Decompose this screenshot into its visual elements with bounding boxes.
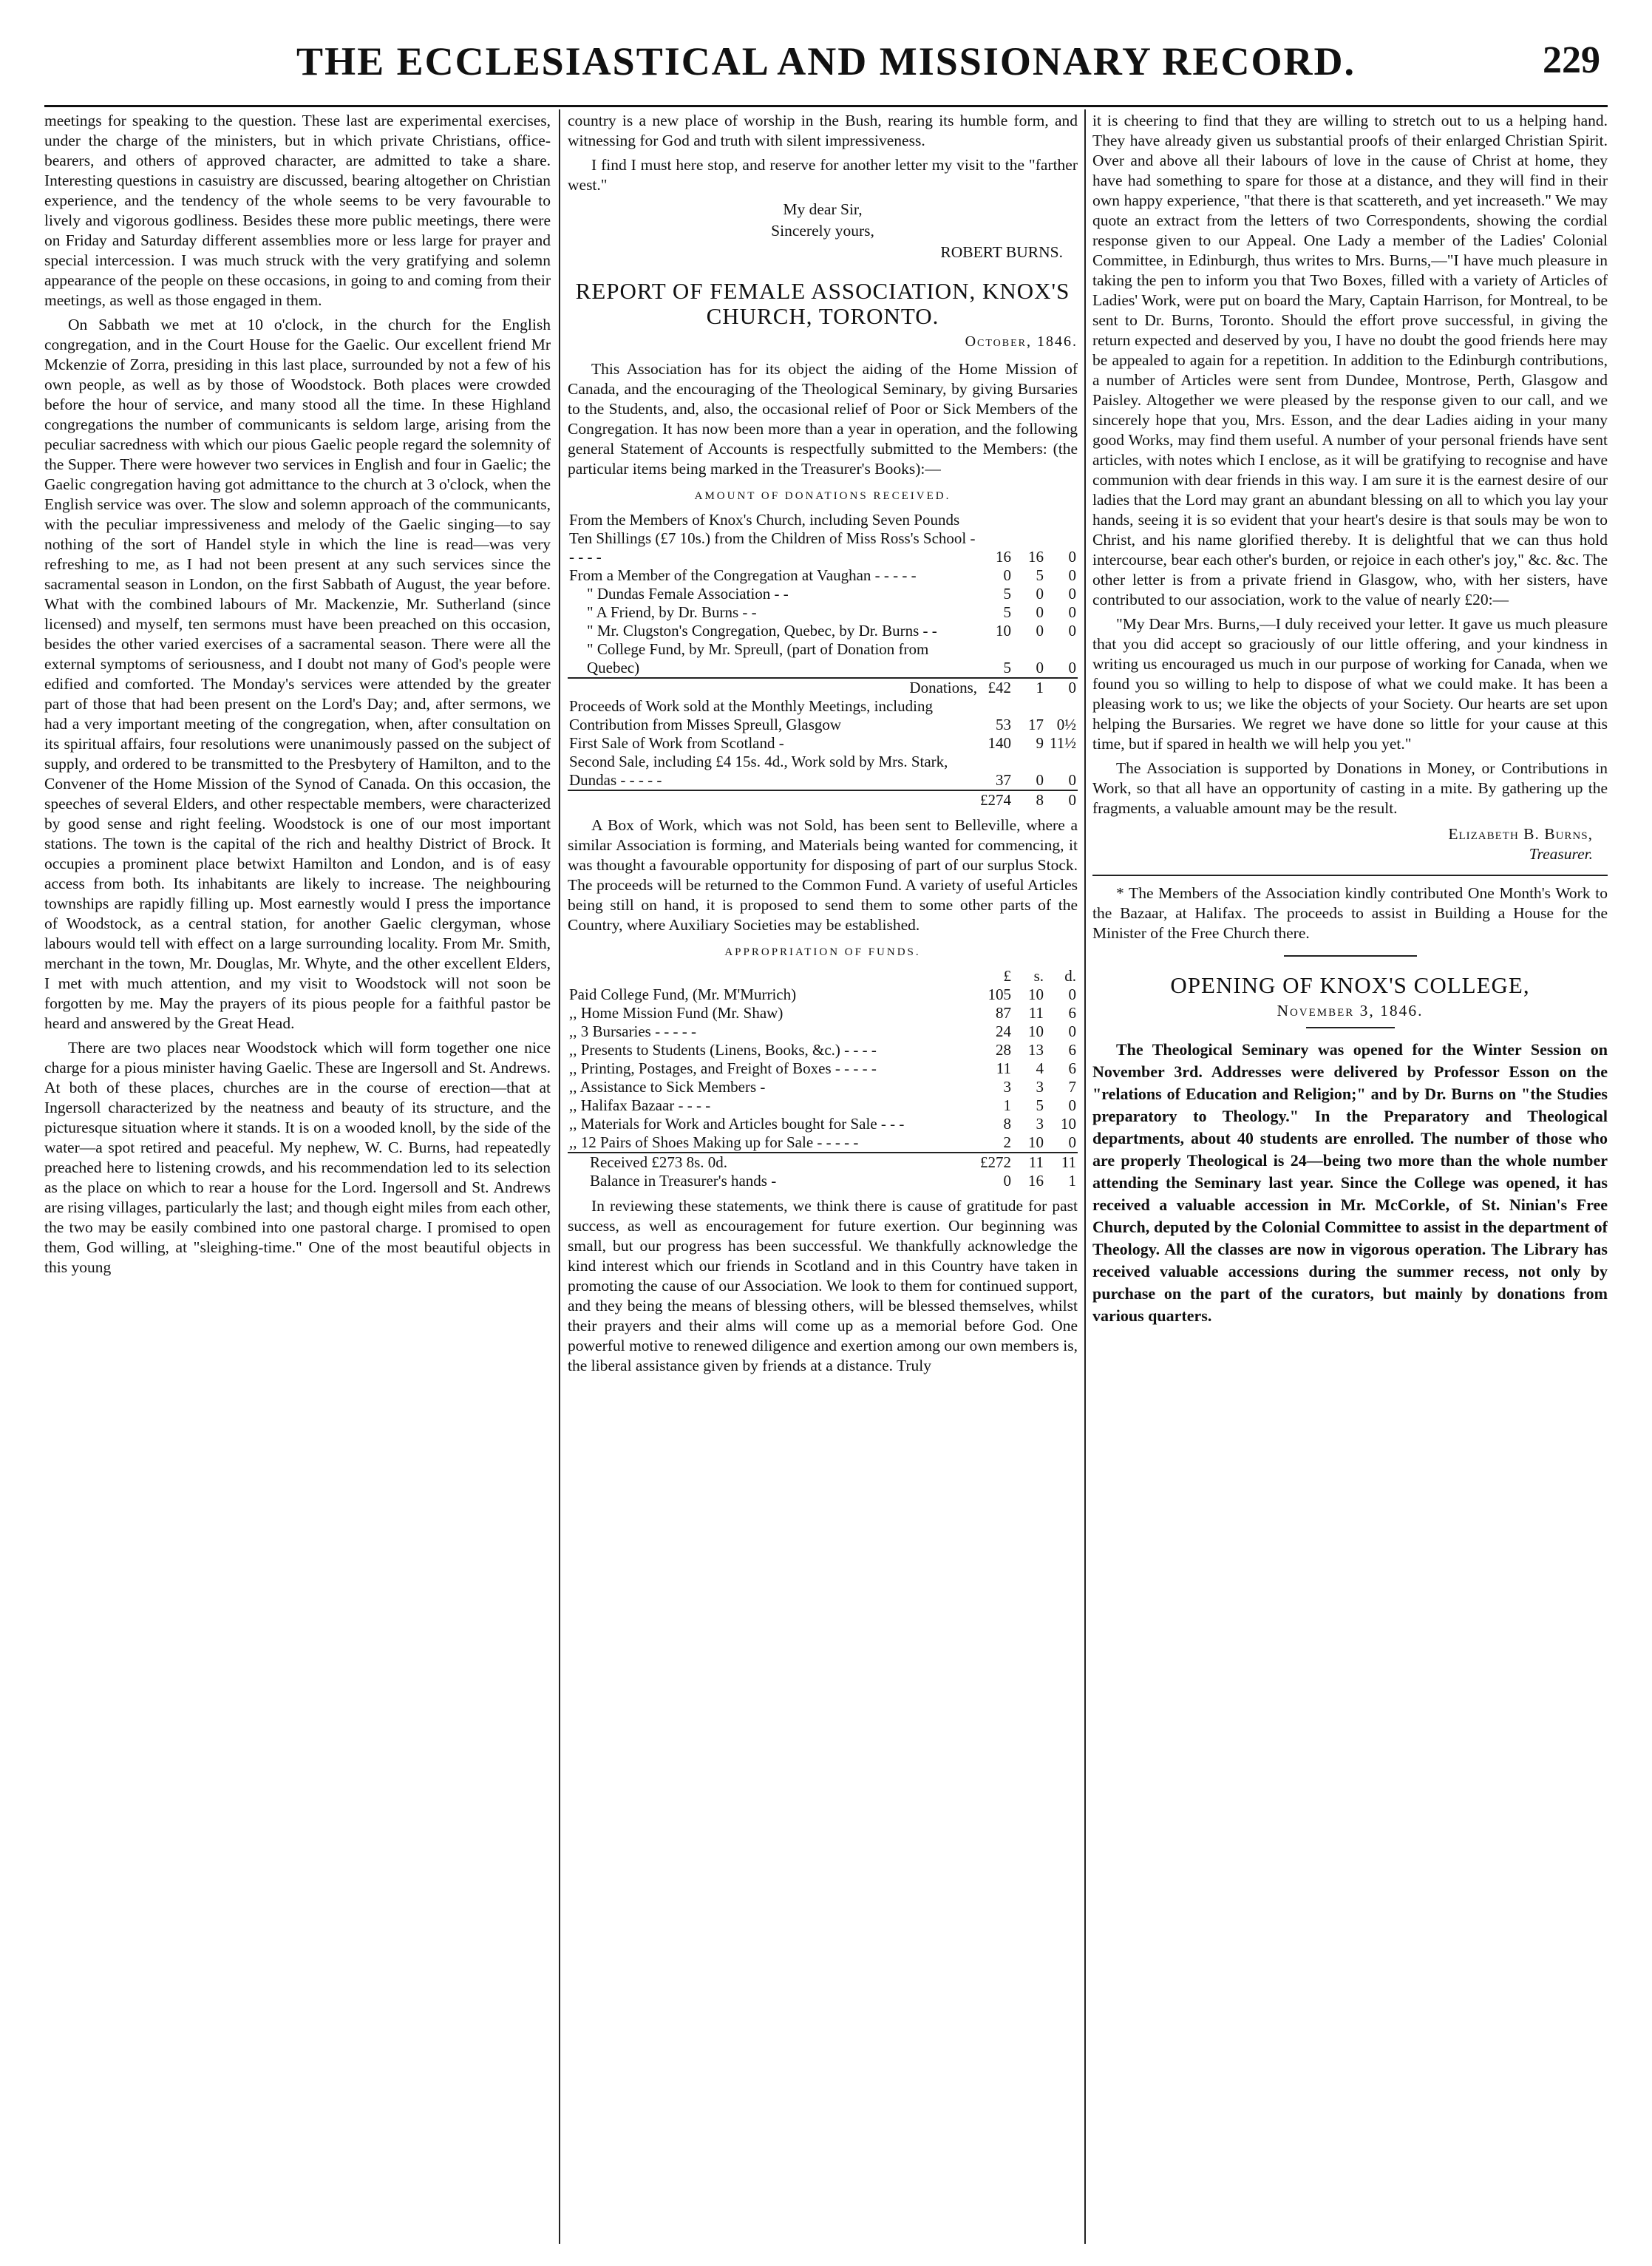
shillings-cell: 0: [1036, 622, 1044, 640]
shillings-cell: 0: [1036, 603, 1044, 621]
paragraph: it is cheering to find that they are willing to stretch out to us a helping hand. They have already given us substantial proofs of their enlarged Christian Spirit. Over and above all their labours of love in the cause of Christ at home, they have had something to spare for those at a distance, and they will find in their own happy experience, "that there is that scattereth, and yet increaseth." We may quote an extract from the letters of two Correspondents, showing the cordial response given to our Appeal. One Lady a member of the Ladies' Colonial Committee, in Edinburgh, thus writes to Mrs. Burns,—"I have much pleasure in taking the pen to inform you that Two Boxes, filled with a variety of Articles of Ladies' Work, were put on board the Mary, Captain Harrison, for Montreal, to be sent to Dr. Burns, Toronto. Should the effort prove successful, in giving the return expected and deserved by you, I have no doubt the good friends here may be appealed to again for a repetition. In addition to the Edinburgh contributions, a number of Articles were sent from Dundee, Montrose, Perth, Glasgow and Paisley. Altogether we were pleased by the response given to our call, and we sincerely hope that you, Mrs. Esson, and the dear Ladies aiding in your many good Works, may find them useful. A number of your personal friends have sent articles, with notes which I enclose, as it will be gratifying to recognise and have communion with dear friends in this way. I am sure it is the earnest desire of our ladies that the Lord may grant an abundant blessing on all to which you lay your hands, seeing it is so evident that your heart's desire is that souls may be won to Christ, and his name glorified thereby. It is delightful that we can thus hold intercourse, bear each other's burden, or rejoice in each other's joy," &c. &c. The other letter is from a private friend in Glasgow, who, with her sisters, have contributed to our association, work to the value of nearly £20:—: [1092, 112, 1608, 608]
shillings-cell: 0: [1036, 771, 1044, 789]
grand-total-row: [568, 790, 1078, 810]
pounds-cell: 10: [996, 622, 1011, 640]
pence-cell: 0: [1068, 566, 1076, 584]
pence-cell: 0: [1068, 1133, 1076, 1151]
pounds-cell: £272: [980, 1153, 1011, 1171]
shillings-cell: 11: [1028, 1004, 1044, 1022]
pence-cell: 0: [1068, 986, 1076, 1003]
column-middle: [568, 111, 1078, 2244]
report-intro: This Association has for its object the aiding of the Home Mission of Canada, and the encouraging of the Theological Seminary, by giving Bursaries to the Students, and, also, the occasional relief of Poor or Sick Members of the Congregation. It has now been more than a year in operation, and the following general Statement of Accounts is respectfully submitted to the Members: (the particular items being marked in the Treasurer's Books):—: [568, 360, 1078, 478]
pence-cell: 0: [1068, 1022, 1076, 1040]
pounds-cell: 37: [996, 771, 1011, 789]
table-row: [568, 585, 1078, 603]
table-row: [568, 1133, 1078, 1153]
table-row: [568, 753, 1078, 790]
shillings-cell: 0: [1036, 659, 1044, 676]
pounds-cell: £42: [979, 678, 1013, 697]
shillings-cell: 10: [1028, 1133, 1044, 1151]
pounds-cell: 140: [988, 734, 1011, 752]
appropriation-heading: APPROPRIATION OF FUNDS.: [724, 946, 921, 958]
shillings-cell: 4: [1036, 1059, 1044, 1077]
table-cell: From a Member of the Congregation at Vaughan - - - - -: [569, 566, 917, 584]
table-cell: Second Sale, including £4 15s. 4d., Work sold by Mrs. Stark, Dundas - - - - -: [569, 753, 948, 789]
table-cell: Received £273 8s. 0d.: [568, 1153, 979, 1172]
table-cell: First Sale of Work from Scotland -: [569, 734, 784, 752]
column-header-row: [568, 967, 1078, 986]
paragraph: "My Dear Mrs. Burns,—I duly received your letter. It gave us much pleasure that you did accept so graciously of our little offering, and your kindness in writing us encouraged us much in our purpose of working for Canada, when we found you so willing to help to dispose of what we could make. It has been a pleasing work to us; we like the objects of your Society. Our hearts are set upon helping the Bursaries. We regret we have done so little for your cause at this time, but if spared in health we will help you yet.": [1092, 615, 1608, 753]
pence-cell: 10: [1061, 1115, 1076, 1133]
table-cell: " College Fund, by Mr. Spreull, (part of Donation from Quebec): [587, 640, 929, 676]
pounds-cell: 16: [996, 548, 1011, 566]
shillings-cell: 3: [1036, 1115, 1044, 1133]
table-cell: ,, Materials for Work and Articles bought for Sale - - -: [569, 1115, 905, 1133]
pence-cell: 6: [1068, 1059, 1076, 1077]
table-row: [568, 697, 1078, 734]
pounds-cell: 0: [1003, 1172, 1011, 1190]
salutation: My dear Sir,: [783, 200, 863, 218]
pounds-cell: 24: [996, 1022, 1011, 1040]
table-row: [568, 1059, 1078, 1078]
column-header: £: [1003, 967, 1011, 985]
treasurer-title: Treasurer.: [1529, 845, 1593, 863]
pence-cell: 0: [1068, 622, 1076, 640]
table-row: [568, 1096, 1078, 1115]
pence-cell: 7: [1068, 1078, 1076, 1096]
table-cell: ,, Home Mission Fund (Mr. Shaw): [569, 1004, 783, 1022]
shillings-cell: 1: [1013, 678, 1045, 697]
table-row: [568, 566, 1078, 585]
table-cell: Donations,: [568, 678, 979, 697]
shillings-cell: 10: [1028, 1022, 1044, 1040]
shillings-cell: 11: [1013, 1153, 1045, 1172]
table-cell: ,, Assistance to Sick Members -: [569, 1078, 766, 1096]
pounds-cell: 0: [1003, 566, 1011, 584]
shillings-cell: 17: [1028, 716, 1044, 733]
received-row: [568, 1153, 1078, 1172]
page-header: [44, 22, 1608, 104]
pence-cell: 6: [1068, 1041, 1076, 1059]
pounds-cell: 53: [996, 716, 1011, 733]
table-cell: Proceeds of Work sold at the Monthly Meetings, including Contribution from Misses Spreull, Glasgow: [569, 697, 933, 733]
table-cell: ,, 12 Pairs of Shoes Making up for Sale - - - - -: [569, 1133, 859, 1151]
table-row: [568, 1004, 1078, 1022]
table-row: [568, 603, 1078, 622]
shillings-cell: 0: [1036, 585, 1044, 603]
table-cell: From the Members of Knox's Church, including Seven Pounds Ten Shillings (£7 10s.) from the Children of Miss Ross's School - - - - -: [569, 511, 976, 566]
pence-cell: 0: [1045, 678, 1078, 697]
report-date: October, 1846.: [965, 333, 1078, 350]
table-cell: " A Friend, by Dr. Burns - -: [587, 603, 757, 621]
pounds-cell: 28: [996, 1041, 1011, 1059]
pence-cell: 0½: [1056, 716, 1076, 733]
table-row: [568, 1115, 1078, 1133]
pence-cell: 6: [1068, 1004, 1076, 1022]
pence-cell: 0: [1068, 603, 1076, 621]
report-title: REPORT OF FEMALE ASSOCIATION, KNOX'S CHURCH, TORONTO.: [575, 278, 1070, 329]
pounds-cell: £274: [980, 791, 1011, 809]
pounds-cell: 5: [1003, 659, 1011, 676]
table-row: [568, 1078, 1078, 1096]
pence-cell: 0: [1068, 1096, 1076, 1114]
paragraph: The Theological Seminary was opened for the Winter Session on November 3rd. Addresses were delivered by Professor Esson on the "relations of Education and Religion;" and by Dr. Burns on "the Studies preparatory to Theology." In the Preparatory and Theological departments, about 40 students are enrolled. The number of those who are properly Theological is 24—being two more than the whole number attending the Seminary last year. Since the College was opened, it has received a valuable accession in Mr. McCorkle, of St. Ninian's Free Church, deputed by the Colonial Committee to assist in the department of Theology. All the classes are now in vigorous operation. The Library has received valuable accessions during the summer recess, not only by purchase on the part of the curators, but mainly by donations from various quarters.: [1092, 1040, 1608, 1325]
pounds-cell: 1: [1003, 1096, 1011, 1114]
column-left: [44, 111, 551, 2244]
table-row: [568, 986, 1078, 1004]
paragraph: In reviewing these statements, we think there is cause of gratitude for past success, as well as encouragement for future exertion. Our beginning was small, but our progress has been successful. We thankfully acknowledge the kind interest which our friends in Scotland and in this Country have taken in promoting the cause of our Association. We look to them for continued support, and they being the means of blessing others, will be blessed themselves, whilst their prayers and their alms will come up as a memorial before God. One powerful motive to renewed diligence and exertion among our own members is, the liberal assistance given by friends at a distance. Truly: [568, 1197, 1078, 1374]
table-row: [568, 1041, 1078, 1059]
table-cell: " Mr. Clugston's Congregation, Quebec, by Dr. Burns - -: [587, 622, 937, 640]
table-cell: Paid College Fund, (Mr. M'Murrich): [569, 986, 797, 1003]
shillings-cell: 8: [1013, 790, 1045, 810]
letter-signature: ROBERT BURNS.: [940, 243, 1063, 261]
table-row: [568, 622, 1078, 640]
balance-row: [568, 1172, 1078, 1190]
college-title: OPENING OF KNOX'S COLLEGE,: [1170, 972, 1530, 998]
table-cell: Balance in Treasurer's hands -: [590, 1172, 777, 1190]
pence-cell: 11: [1045, 1153, 1078, 1172]
footnote-rule: [1092, 875, 1608, 876]
column-header: d.: [1064, 967, 1076, 985]
table-row: [568, 1022, 1078, 1041]
pence-cell: 0: [1045, 790, 1078, 810]
paragraph: There are two places near Woodstock which will form together one nice charge for a pious minister having Gaelic. These are Ingersoll and St. Andrews. At both of these places, churches are in the course of erection—that at Ingersoll characterized by the neatness and beauty of its structure, and the picturesque situation where it stands. It is on a wooded knoll, by the side of the water—a spot retired and peaceful. My nephew, W. C. Burns, had repeatedly preached here to listening crowds, and his recommendation led to its selection as the place on which to rear a house for the Lord. Ingersoll and St. Andrews are rising villages, particularly the last; and though eight miles from each other, the two may be easily combined into one pastoral charge. I promised to open them, God willing, at "sleighing-time." One of the most beautiful objects in this young: [44, 1039, 551, 1276]
footnote: * The Members of the Association kindly contributed One Month's Work to the Bazaar, at Halifax. The proceeds to assist in Building a House for the Minister of the Free Church there.: [1092, 884, 1608, 942]
donations-total-row: [568, 678, 1078, 697]
pence-cell: 0: [1068, 771, 1076, 789]
pounds-cell: 5: [1003, 603, 1011, 621]
appropriation-table: [568, 967, 1078, 1190]
table-cell: ,, 3 Bursaries - - - - -: [569, 1022, 697, 1040]
column-right: [1092, 111, 1608, 2244]
pounds-cell: 2: [1003, 1133, 1011, 1151]
college-date: November 3, 1846.: [1277, 1002, 1424, 1020]
header-rule: [44, 105, 1608, 107]
shillings-cell: 10: [1028, 986, 1044, 1003]
pounds-cell: 105: [988, 986, 1011, 1003]
shillings-cell: 5: [1036, 566, 1044, 584]
table-row: [568, 640, 1078, 678]
pounds-cell: 87: [996, 1004, 1011, 1022]
page-number: 229: [1543, 39, 1600, 81]
table-row: [568, 734, 1078, 753]
pence-cell: 11½: [1050, 734, 1076, 752]
section-rule: [1284, 955, 1417, 957]
paragraph: On Sabbath we met at 10 o'clock, in the church for the English congregation, and in the Court House for the Gaelic. Our excellent friend Mr Mckenzie of Zorra, presiding in this last place, surrounded by not a few of his own people, as well as by those of Woodstock. Both places were crowded before the hour of service, and many stood all the time. In these Highland congregations the number of communicants is seldom large, arising from the peculiar sacredness with which our pious Gaelic people regard the solemnity of the Supper. There were however two services in English and four in Gaelic; the Gaelic congregation having got admittance to the church at 3 o'clock, when the English service was over. The slow and solemn approach of the communicants, with the peculiar impressiveness and melody of the Gaelic singing—to say nothing of the sort of Handel style in which the line is read—was very refreshing to me, as I had not been present at any such services since the sacramental season in London, on the first Sabbath of August, the year before. What with the combined labours of Mr. Mackenzie, Mr. Sutherland (since licensed) and myself, ten sermons must have been preached on this occasion, besides the other varied exercises of a sacramental season. There were all the external symptoms of seriousness, and I doubt not many of God's people were edified and comforted. The Monday's services were attended by the greater part of those that had been present on the Lord's Day; and, after sermons, we had a very important meeting of the congregation, when, after consultation on its spiritual affairs, four resolutions were unanimously passed on the subject of supply, and ordered to be transmitted to the Presbytery of Hamilton, and to the Convener of the Home Mission of the Synod of Canada. On this occasion, the speeches of several Elders, and other respectable members, were characterized by good sense and right feeling. Woodstock is one of our most important stations. The town is the capital of the rich and healthy District of Brock. It occupies a prominent place betwixt Hamilton and London, and is of easy access from both. Its inhabitants are likely to increase. The neighbouring townships are rapidly filling up. Most earnestly would I press the importance of Woodstock, as a central station, for another Gaelic clergyman, whose labours would tell with effect on a large surrounding locality. From Mr. Smith, merchant in the town, Mr. Douglas, Mr. Whyte, and the other excellent Elders, I met with much attention, and my visit to Woodstock will not soon be forgotten by me. May the prayers of its pious people for a faithful pastor be heard and answered by the Great Head.: [44, 316, 551, 1032]
shillings-cell: 9: [1036, 734, 1044, 752]
donations-table: [568, 511, 1078, 810]
table-row: [568, 511, 1078, 566]
pence-cell: 0: [1068, 659, 1076, 676]
paragraph: meetings for speaking to the question. These last are experimental exercises, under the charge of the ministers, but in which private Christians, office-bearers, and others of approved character, are admitted to take a share. Interesting questions in casuistry are discussed, bearing altogether on Christian experience, and the tendency of the whole seems to be very favourable to lively and vigorous godliness. Besides these more public meetings, there were on Friday and Saturday different assemblies more or less large for prayer and special intercession. I was much struck with the very gratifying and solemn appearance of the people on these occasions, in going to and coming from their meetings, as well as those engaged in them.: [44, 112, 551, 309]
shillings-cell: 13: [1028, 1041, 1044, 1059]
pounds-cell: 8: [1003, 1115, 1011, 1133]
shillings-cell: 16: [1028, 1172, 1044, 1190]
table-cell: ,, Presents to Students (Linens, Books, &c.) - - - -: [569, 1041, 877, 1059]
paragraph: A Box of Work, which was not Sold, has been sent to Belleville, where a similar Association is forming, and Materials being wanted for commencing, it was thought a favourable opportunity for disposing of part of our surplus Stock. The proceeds will be returned to the Common Fund. A variety of useful Articles being still on hand, it is proposed to send them to some other parts of the Country, where Auxiliary Societies may be established.: [568, 816, 1078, 934]
column-divider: [559, 109, 560, 2244]
pence-cell: 1: [1068, 1172, 1076, 1190]
treasurer-signature: Elizabeth B. Burns,: [1448, 825, 1593, 843]
pence-cell: 0: [1068, 548, 1076, 566]
table-cell: ,, Printing, Postages, and Freight of Boxes - - - - -: [569, 1059, 877, 1077]
paragraph: The Association is supported by Donations in Money, or Contributions in Work, so that all have an opportunity of casting in a mite. By gathering up the fragments, a valuable amount may be the result.: [1092, 759, 1608, 817]
paragraph: country is a new place of worship in the Bush, rearing its humble form, and witnessing for God and truth with silent impressiveness.: [568, 112, 1078, 149]
closing: Sincerely yours,: [771, 222, 874, 240]
paragraph: I find I must here stop, and reserve for another letter my visit to the "farther west.": [568, 156, 1078, 194]
pounds-cell: 5: [1003, 585, 1011, 603]
table-cell: ,, Halifax Bazaar - - - -: [569, 1096, 711, 1114]
column-header: s.: [1033, 967, 1044, 985]
journal-title: THE ECCLESIASTICAL AND MISSIONARY RECORD.: [296, 39, 1356, 84]
pence-cell: 0: [1068, 585, 1076, 603]
shillings-cell: 3: [1036, 1078, 1044, 1096]
shillings-cell: 16: [1028, 548, 1044, 566]
shillings-cell: 5: [1036, 1096, 1044, 1114]
pounds-cell: 3: [1003, 1078, 1011, 1096]
column-divider: [1084, 109, 1086, 2244]
table-cell: " Dundas Female Association - -: [587, 585, 789, 603]
donations-heading: AMOUNT OF DONATIONS RECEIVED.: [694, 490, 951, 502]
pounds-cell: 11: [996, 1059, 1011, 1077]
section-rule: [1306, 1027, 1395, 1028]
